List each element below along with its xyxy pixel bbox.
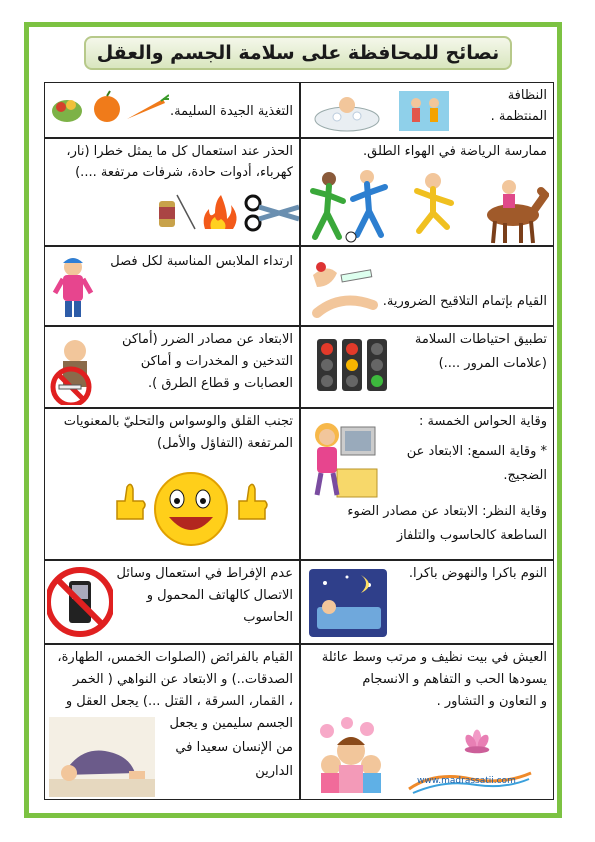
tip-text: كهرباء، أدوات حادة، شرفات مرتفعة ....) bbox=[75, 165, 293, 180]
cell-senses bbox=[300, 408, 554, 560]
cell-phone-usage bbox=[44, 560, 300, 644]
smiley-thumbs-up-icon bbox=[105, 463, 277, 553]
tip-text: ارتداء الملابس المناسبة لكل فصل bbox=[110, 254, 293, 269]
tip-text: الحذر عند استعمال كل ما يمثل خطرا (نار، bbox=[66, 144, 293, 159]
tip-text: الدارين bbox=[255, 764, 293, 779]
tip-text: يسودها الحب و التفاهم و الانسجام bbox=[362, 672, 547, 687]
no-smoking-icon bbox=[49, 335, 101, 405]
tip-text: و التعاون و التشاور . bbox=[436, 694, 547, 709]
tip-text: الصدقات..) و الابتعاد عن النواهي ( الخمر bbox=[73, 672, 293, 687]
tip-text: * وقاية السمع: الابتعاد عن bbox=[406, 444, 547, 459]
cell-sleep bbox=[300, 560, 554, 644]
site-url: www.madrassatii.com bbox=[417, 776, 516, 786]
cell-safety bbox=[300, 326, 554, 408]
tip-text: من الإنسان سعيدا في bbox=[175, 740, 293, 755]
night-sleep-illustration bbox=[307, 567, 389, 639]
no-phone-icon bbox=[47, 563, 113, 641]
sport-illustration bbox=[309, 165, 549, 245]
cell-family bbox=[300, 644, 554, 800]
tip-text: الحاسوب bbox=[243, 610, 293, 625]
tip-text: ، القمار، السرقة ، القتل ...) يجعل العقل و bbox=[65, 694, 293, 709]
tip-text: تطبيق احتياطات السلامة bbox=[414, 332, 547, 347]
tip-text: الاتصال كالهاتف المحمول و bbox=[146, 588, 293, 603]
tip-text: المرتفعة (التفاؤل والأمل) bbox=[157, 436, 293, 451]
cell-vaccination bbox=[300, 246, 554, 326]
tip-text: الابتعاد عن مصادر الضرر (أماكن bbox=[121, 332, 293, 347]
danger-objects-illustration bbox=[155, 189, 300, 235]
cell-hygiene bbox=[300, 82, 554, 138]
lotus-icon bbox=[461, 727, 493, 755]
tip-text: النظافة المنتظمة . bbox=[490, 88, 547, 124]
child-winter-illustration bbox=[51, 253, 95, 323]
tip-text: تجنب القلق والوسواس والتحليّ بالمعنويات bbox=[63, 414, 293, 429]
cell-clothes bbox=[44, 246, 300, 326]
cell-nutrition bbox=[44, 82, 300, 138]
tip-text: الضجيج. bbox=[503, 468, 547, 483]
family-illustration bbox=[307, 715, 417, 795]
cell-avoid-harm bbox=[44, 326, 300, 408]
tip-text: التغذية الجيدة السليمة. bbox=[170, 104, 293, 119]
tip-text: وقاية النظر: الابتعاد عن مصادر الضوء bbox=[347, 504, 547, 519]
cell-sport bbox=[300, 138, 554, 246]
prayer-illustration bbox=[49, 717, 155, 797]
traffic-lights-icon bbox=[315, 337, 389, 393]
tip-text: وقاية الحواس الخمسة : bbox=[418, 414, 547, 429]
cell-danger bbox=[44, 138, 300, 246]
tip-text: النوم باكرا والنهوض باكرا. bbox=[408, 566, 547, 581]
vaccine-illustration bbox=[307, 253, 387, 321]
bath-illustration bbox=[313, 87, 485, 135]
tip-text: التدخين و المخدرات و أماكن bbox=[140, 354, 293, 369]
tip-text: عدم الإفراط في استعمال وسائل bbox=[116, 566, 293, 581]
tip-text: الساطعة كالحاسوب والتلفاز bbox=[396, 528, 547, 543]
food-illustration bbox=[49, 89, 169, 129]
tip-text: القيام بالفرائض (الصلوات الخمس، الطهارة، bbox=[57, 650, 293, 665]
cell-religious-duties bbox=[44, 644, 300, 800]
tip-text: الجسم سليمين و يجعل bbox=[169, 716, 293, 731]
tip-text: ممارسة الرياضة في الهواء الطلق. bbox=[362, 144, 547, 159]
tip-text: العيش في بيت نظيف و مرتب وسط عائلة bbox=[321, 650, 547, 665]
tip-text: (علامات المرور ....) bbox=[438, 356, 547, 371]
child-computer-illustration bbox=[307, 413, 381, 499]
tip-text: العصابات و قطاع الطرق ). bbox=[148, 376, 293, 391]
tip-text: القيام بإتمام التلاقيح الضرورية. bbox=[382, 294, 547, 309]
cell-optimism bbox=[44, 408, 300, 560]
page-title: نصائح للمحافظة على سلامة الجسم والعقل bbox=[84, 36, 512, 70]
